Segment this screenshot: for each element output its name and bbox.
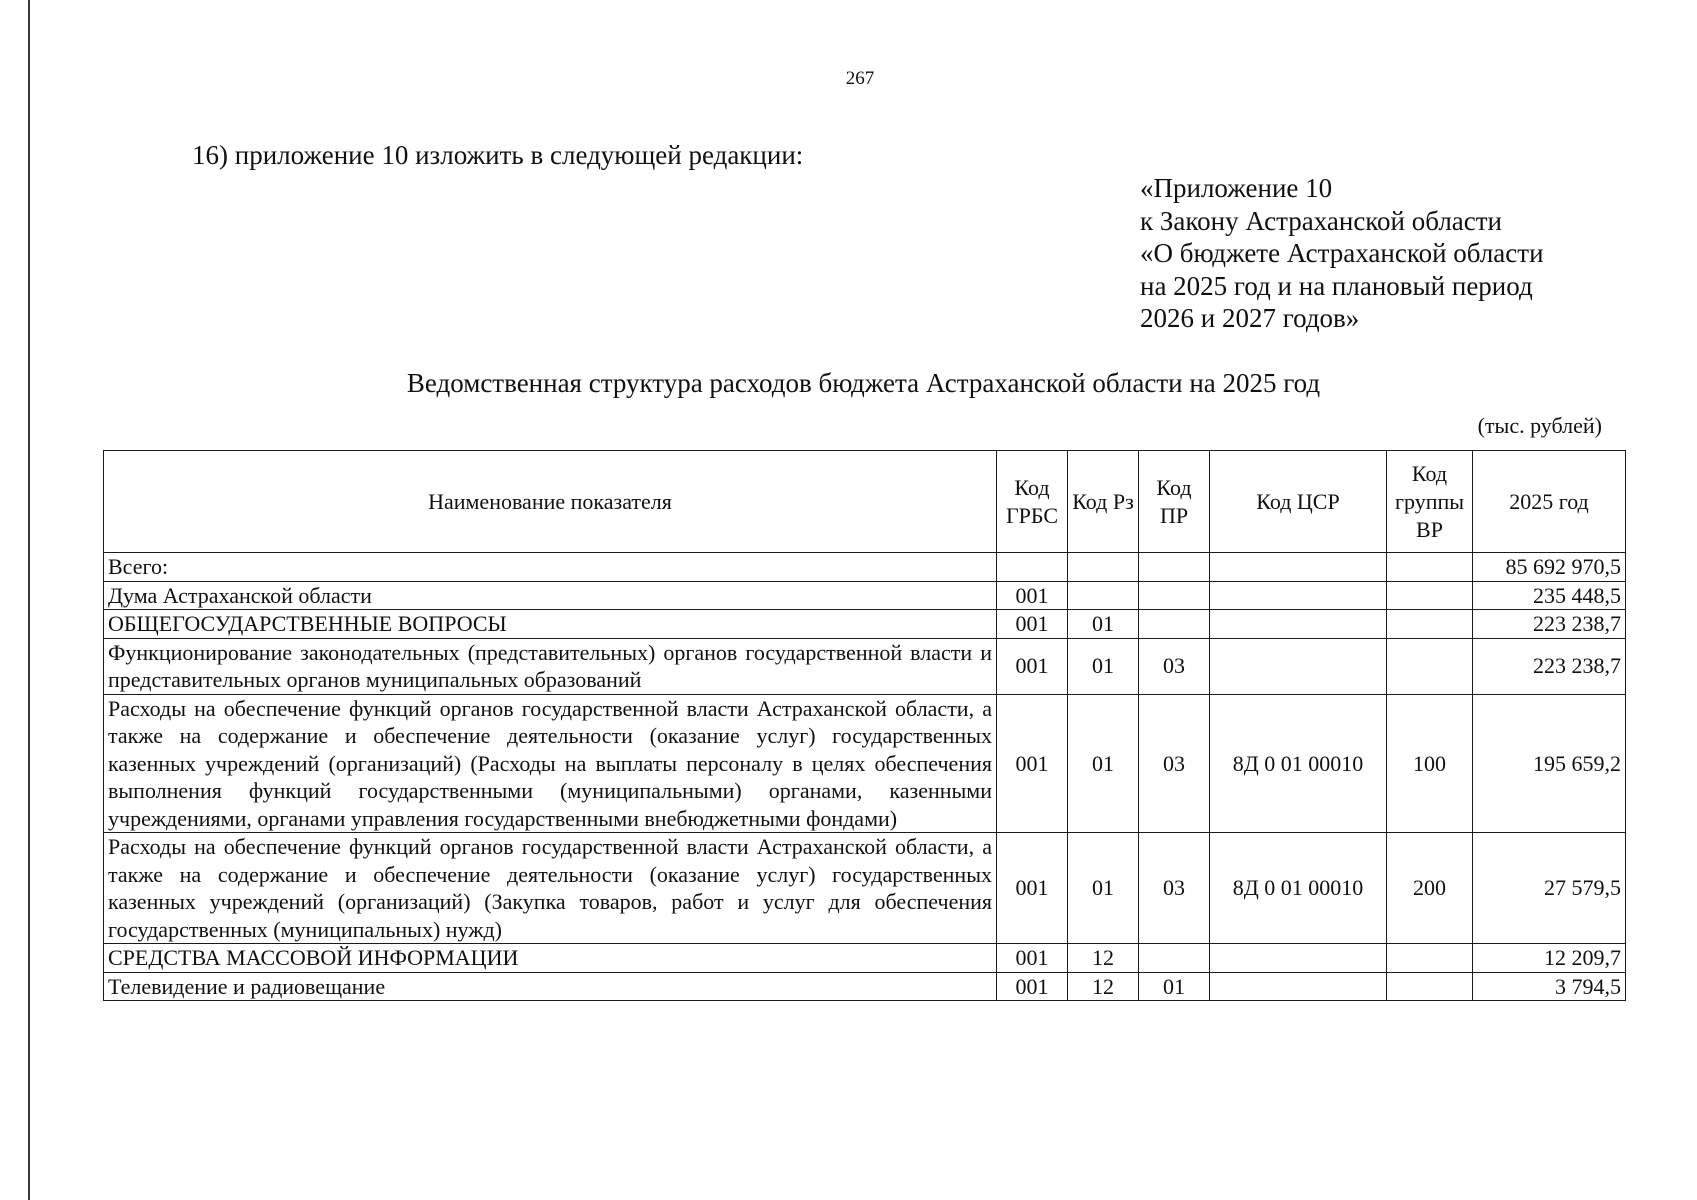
row-grbs (997, 553, 1068, 582)
row-grbs: 001 (997, 944, 1068, 973)
row-csr (1210, 944, 1387, 973)
table-row (104, 638, 1626, 694)
row-name: Дума Астраханской области (104, 581, 997, 610)
row-grbs: 001 (997, 972, 1068, 1001)
row-grbs: 001 (997, 833, 1068, 944)
row-csr: 8Д 0 01 00010 (1210, 694, 1387, 833)
table-row (104, 694, 1626, 833)
row-amount: 195 659,2 (1473, 694, 1626, 833)
row-rz: 01 (1068, 638, 1139, 694)
page-number: 267 (845, 68, 875, 89)
table-row (104, 553, 1626, 582)
row-amount: 235 448,5 (1473, 581, 1626, 610)
row-vr (1387, 944, 1473, 973)
row-csr (1210, 553, 1387, 582)
annex-line: «Приложение 10 (1140, 173, 1333, 203)
row-name: Функционирование законодательных (представительных) органов государственной власти и представительных органов муниципальных образований (104, 638, 997, 694)
row-vr (1387, 581, 1473, 610)
table-row (104, 581, 1626, 610)
row-rz: 12 (1068, 972, 1139, 1001)
row-amount: 12 209,7 (1473, 944, 1626, 973)
row-csr (1210, 610, 1387, 639)
header-vr: Код группы ВР (1387, 451, 1473, 553)
annex-line: к Закону Астраханской области (1140, 205, 1503, 236)
row-csr (1210, 638, 1387, 694)
row-pr (1139, 944, 1210, 973)
row-rz (1068, 581, 1139, 610)
row-csr: 8Д 0 01 00010 (1210, 833, 1387, 944)
row-rz: 12 (1068, 944, 1139, 973)
header-csr: Код ЦСР (1210, 451, 1387, 553)
header-name: Наименование показателя (104, 451, 997, 553)
row-amount: 27 579,5 (1473, 833, 1626, 944)
row-amount: 223 238,7 (1473, 610, 1626, 639)
table-header-row (104, 451, 1626, 553)
row-name: Расходы на обеспечение функций органов государственной власти Астраханской области, а также на содержание и обеспечение деятельности (оказание услуг) государственных казенных учреждений (организаций) (Закупка товаров, работ и услуг для обеспечения государственных (муниципальных) нужд) (104, 833, 997, 944)
row-amount: 85 692 970,5 (1473, 553, 1626, 582)
row-name: ОБЩЕГОСУДАРСТВЕННЫЕ ВОПРОСЫ (104, 610, 997, 639)
budget-table (103, 450, 1626, 1001)
row-rz (1068, 553, 1139, 582)
document-title: Ведомственная структура расходов бюджета Астраханской области на 2025 год (406, 368, 1321, 398)
row-grbs: 001 (997, 638, 1068, 694)
row-amount: 223 238,7 (1473, 638, 1626, 694)
row-grbs: 001 (997, 694, 1068, 833)
row-vr (1387, 972, 1473, 1001)
row-rz: 01 (1068, 610, 1139, 639)
row-vr (1387, 610, 1473, 639)
table-row (104, 972, 1626, 1001)
row-rz: 01 (1068, 833, 1139, 944)
row-name: Всего: (104, 553, 997, 582)
annex-header (1140, 172, 1544, 335)
row-pr: 03 (1139, 638, 1210, 694)
annex-line: на 2025 год и на плановый период (1140, 270, 1533, 301)
row-grbs: 001 (997, 581, 1068, 610)
header-grbs: Код ГРБС (997, 451, 1068, 553)
row-name: Телевидение и радиовещание (104, 972, 997, 1001)
table-row (104, 944, 1626, 973)
row-pr: 03 (1139, 694, 1210, 833)
header-year: 2025 год (1473, 451, 1626, 553)
intro-text: 16) приложение 10 изложить в следующей редакции: (192, 140, 804, 170)
row-name: Расходы на обеспечение функций органов государственной власти Астраханской области, а также на содержание и обеспечение деятельности (оказание услуг) государственных казенных учреждений (организаций) (Расходы на выплаты персоналу в целях обеспечения выполнения функций государственными (муниципальными) органами, казенными учреждениями, органами управления государственными внебюджетными фондами) (104, 694, 997, 833)
table-row (104, 610, 1626, 639)
page-margin-line (28, 0, 30, 1200)
row-vr: 100 (1387, 694, 1473, 833)
row-csr (1210, 581, 1387, 610)
row-amount: 3 794,5 (1473, 972, 1626, 1001)
annex-line: 2026 и 2027 годов» (1140, 303, 1360, 333)
row-name: СРЕДСТВА МАССОВОЙ ИНФОРМАЦИИ (104, 944, 997, 973)
row-pr: 01 (1139, 972, 1210, 1001)
row-pr: 03 (1139, 833, 1210, 944)
row-pr (1139, 581, 1210, 610)
row-vr (1387, 553, 1473, 582)
annex-line: «О бюджете Астраханской области (1140, 238, 1544, 268)
header-rz: Код Рз (1068, 451, 1139, 553)
row-grbs: 001 (997, 610, 1068, 639)
row-pr (1139, 610, 1210, 639)
row-pr (1139, 553, 1210, 582)
header-pr: Код ПР (1139, 451, 1210, 553)
unit-label: (тыс. рублей) (1477, 413, 1602, 438)
row-rz: 01 (1068, 694, 1139, 833)
table-row (104, 833, 1626, 944)
row-csr (1210, 972, 1387, 1001)
row-vr (1387, 638, 1473, 694)
row-vr: 200 (1387, 833, 1473, 944)
